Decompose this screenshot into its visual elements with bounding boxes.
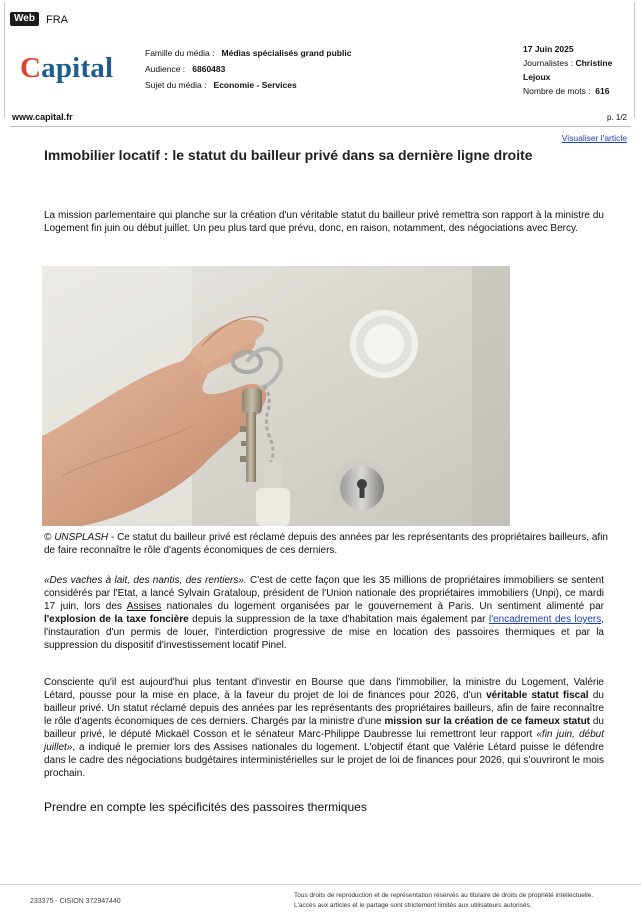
article-photo (42, 266, 510, 526)
view-article-link[interactable]: Visualiser l'article (561, 133, 627, 143)
article-paragraph-3: Consciente qu'il est aujourd'hui plus tentant d'investir en Bourse que dans l'immobilier, la ministre du Logement, Valérie Létard, pousse pour la mise en place, à la faveur du projet de loi de finances pour 2026, d'un véritable statut fiscal du bailleur privé. Un statut réclamé depuis des années par les représentants des propriétaires bailleurs, afin de faire reconnaître le rôle d'agents économiques de ces derniers. Chargés par la ministre d'une mission sur la création de ce fameux statut du bailleur privé, le député Mickaël Cosson et le sénateur Marc-Philippe Daubresse lui remettront leur rapport «fin juin, début juillet», a indiqué le premier lors des Assises nationales du logement. L'objectif étant que Valérie Létard puisse le défendre dans le cadre des négociations budgétaires interministérielles sur le projet de loi de finances pour 2026, qui s'ouvriront le mois prochain. (44, 677, 604, 779)
article-meta: 17 Juin 2025 Journalistes : Christine Lejoux Nombre de mots : 616 (523, 44, 613, 96)
header-divider (10, 126, 631, 127)
caption-credit: © UNSPLASH - (44, 532, 115, 543)
footer-reference: 233375 - CISION 372947440 (30, 898, 121, 905)
article-subheading: Prendre en compte les spécificités des passoires thermiques (44, 800, 367, 814)
article-paragraph-2: «Des vaches à lait, des nantis, des rentiers». C'est de cette façon que les 35 millions de propriétaires immobiliers se sentent considérés par l'Etat, a lancé Sylvain Grataloup, président de l'Union nationale des propriétaires immobiliers (Unpi), ce mardi 17 juin, lors des Assises nationales du logement organisées par le gouvernement à Paris. Un sentiment alimenté par l'explosion de la taxe foncière depuis la suppression de la taxe d'habitation mais également par l'encadrement des loyers, l'instauration d'un permis de louer, l'interdiction progressive de mise en location des passoires thermiques et par la suppression du dispositif d'investissement locatif Pinel. (44, 575, 605, 651)
hand-holding-keys-image (42, 266, 510, 526)
footer-rights: Tous droits de reproduction et de représentation réservés au titulaire de droits de propriété intellectuelle. L'accès aux articles et le partage sont strictement limités aux utilisateurs autorisés. (294, 892, 594, 909)
language-label: FRA (46, 14, 68, 26)
media-subject: Sujet du média : Economie - Services (145, 80, 297, 90)
encadrement-loyers-link[interactable]: l'encadrement des loyers (488, 614, 602, 625)
article-intro: La mission parlementaire qui planche sur la création d'un véritable statut du bailleur privé remettra son rapport à la ministre du Logement fin juin ou début juillet. Un peu plus tard que prévu, donc, en raison, notamment, des négociations avec Bercy. (44, 210, 604, 234)
article-title: Immobilier locatif : le statut du bailleur privé dans sa dernière ligne droite (44, 147, 533, 163)
media-audience: Audience : 6860483 (145, 64, 226, 74)
site-url: www.capital.fr (12, 112, 73, 122)
article-date: 17 Juin 2025 (523, 44, 574, 54)
footer-divider (0, 884, 641, 885)
source-badge: Web (10, 12, 39, 26)
capital-logo: Capital (20, 52, 114, 84)
photo-caption: © UNSPLASH - Ce statut du bailleur privé est réclamé depuis des années par les représentants des propriétaires bailleurs, afin de faire reconnaître le rôle d'agents économiques de ces derniers. (44, 532, 608, 556)
media-family: Famille du média : Médias spécialisés grand public (145, 48, 352, 58)
page-number: p. 1/2 (606, 113, 627, 122)
assises-link[interactable]: Assises (126, 601, 162, 612)
